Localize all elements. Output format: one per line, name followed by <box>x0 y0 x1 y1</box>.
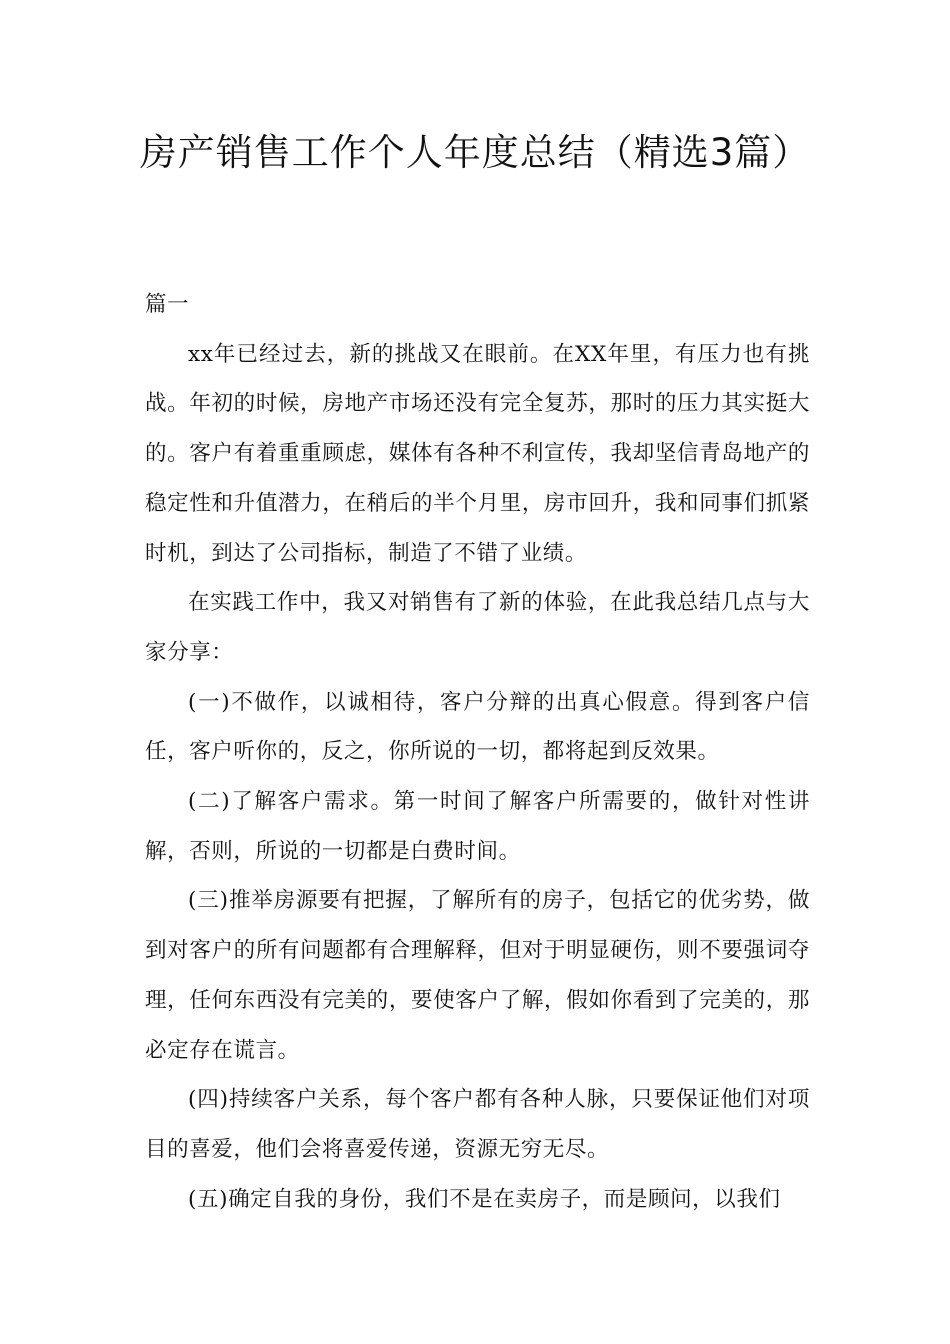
paragraph-point-5: (五)确定自我的身份，我们不是在卖房子，而是顾问，以我们 <box>188 1186 781 1212</box>
paragraph-experience: 在实践工作中，我又对销售有了新的体验，在此我总结几点与大家分享： <box>145 590 810 665</box>
paragraph-intro: xx年已经过去，新的挑战又在眼前。在XX年里，有压力也有挑战。年初的时候，房地产市场还没有完全复苏，那时的压力其实挺大的。客户有着重重顾虑，媒体有各种不利宣传，我却坚信青岛地产的稳定性和升值潜力，在稍后的半个月里，房市回升，我和同事们抓紧时机，到达了公司指标，制造了不错了业绩。 <box>145 341 810 566</box>
document-body <box>145 280 810 1224</box>
paragraph-point-4: (四)持续客户关系，每个客户都有各种人脉，只要保证他们对项目的喜爱，他们会将喜爱传递，资源无穷无尽。 <box>145 1087 810 1162</box>
paragraph-point-1: (一)不做作，以诚相待，客户分辩的出真心假意。得到客户信任，客户听你的，反之，你所说的一切，都将起到反效果。 <box>145 689 810 765</box>
section-label: 篇一 <box>145 292 190 317</box>
document-title: 房产销售工作个人年度总结（精选3篇） <box>139 131 811 174</box>
paragraph-point-3: (三)推举房源要有把握，了解所有的房子，包括它的优劣势，做到对客户的所有问题都有合理解释，但对于明显硬伤，则不要强词夺理，任何东西没有完美的，要使客户了解，假如你看到了完美的，那必定存在谎言。 <box>145 888 810 1063</box>
paragraph-point-2: (二)了解客户需求。第一时间了解客户所需要的，做针对性讲解，否则，所说的一切都是白费时间。 <box>145 789 810 864</box>
